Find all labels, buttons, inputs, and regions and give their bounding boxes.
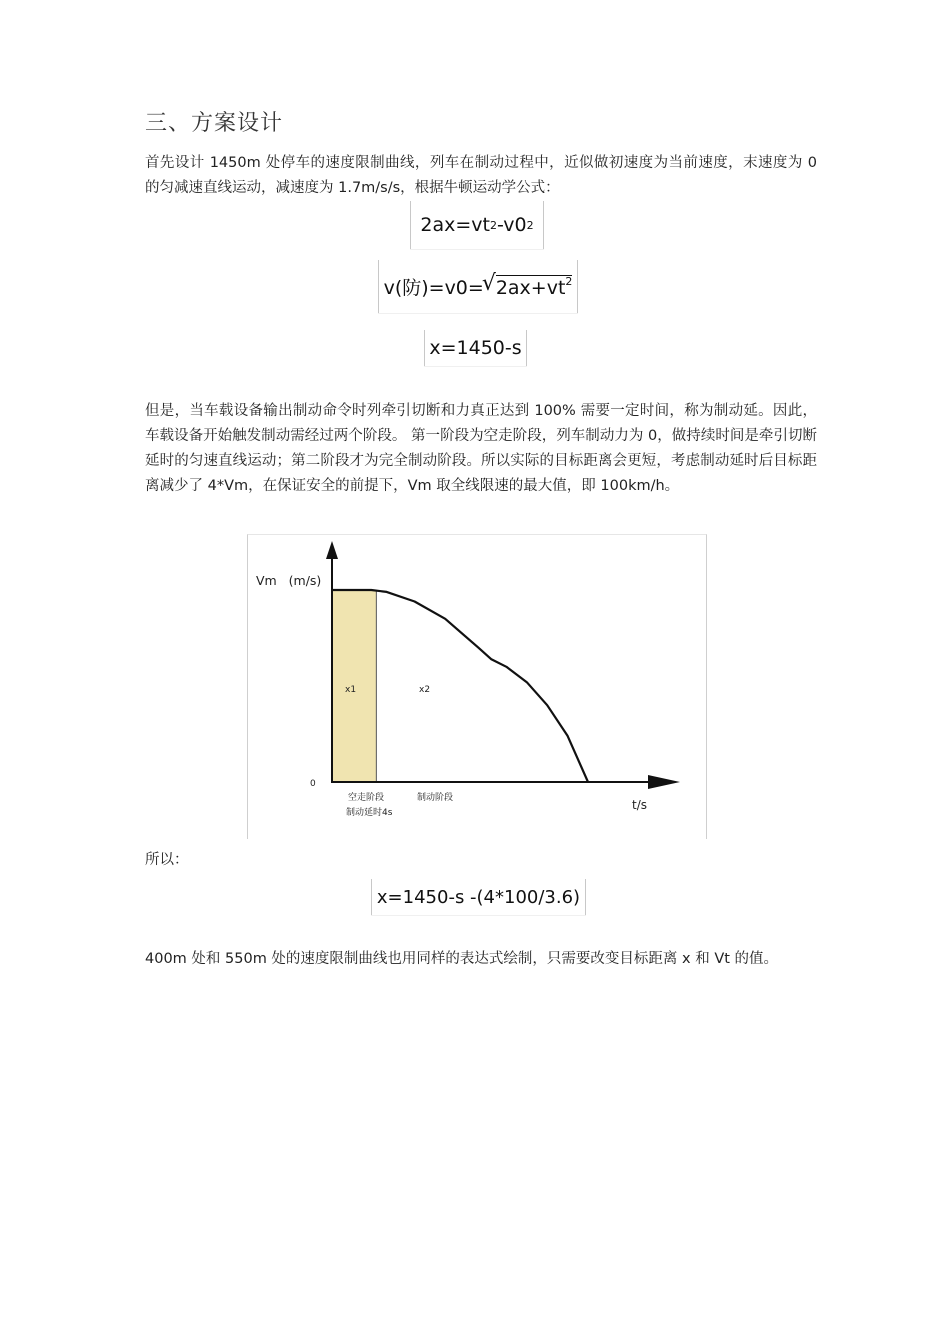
origin-label: 0	[310, 779, 316, 789]
paragraph-other-curves: 400m 处和 550m 处的速度限制曲线也用同样的表达式绘制，只需要改变目标距离 x 和 Vt 的值。	[145, 951, 779, 967]
paragraph-intro: 首先设计 1450m 处停车的速度限制曲线，列车在制动过程中，近似做初速度为当前速度，末速度为 0 的匀减速直线运动，减速度为 1.7m/s/s，根据牛顿运动学公式：	[145, 155, 817, 196]
formula-adjusted-distance: x=1450-s -(4*100/3.6)	[371, 879, 586, 915]
formula-protection-radicand: 2ax+vt	[495, 276, 566, 299]
region-label-x1: x1	[345, 685, 357, 695]
paragraph-therefore: 所以：	[145, 852, 189, 868]
formula-kinematics	[410, 201, 544, 249]
y-axis-label: Vm (m/s)	[256, 573, 322, 588]
paragraph-braking-delay: 但是，当车载设备输出制动命令时列牵引切断和力真正达到 100% 需要一定时间，称为制动延。因此，车载设备开始触发制动需经过两个阶段。 第一阶段为空走阶段，列车制动力为 0，做持续时间是牵引切断延时的匀速直线运动；第二阶段才为完全制动阶段。所以实际的目标距离会更短，考虑制动延时后目标距离减少了 4*Vm，在保证安全的前提下，Vm 取全线限速的最大值，即 100km/h。	[145, 403, 817, 494]
phase1-label: 空走阶段	[348, 793, 385, 803]
formula-protection-speed	[378, 260, 578, 313]
delay-label: 制动延时4s	[346, 808, 393, 818]
sqrt-sign	[484, 275, 573, 299]
formula-kinematics-sup2: 2	[526, 218, 534, 232]
section-heading: 三、方案设计	[145, 111, 284, 136]
speed-curve-chart	[247, 534, 707, 839]
formula-kinematics-mid: -v0	[496, 214, 527, 236]
formula-distance: x=1450-s	[424, 330, 527, 366]
formula-protection-sup: 2	[565, 274, 573, 288]
chart-svg	[248, 535, 706, 839]
y-axis-arrow	[326, 541, 338, 559]
x-axis-arrow	[648, 775, 680, 789]
region-label-x2: x2	[419, 685, 431, 695]
formula-kinematics-sup1: 2	[489, 218, 497, 232]
x-axis-label: t/s	[632, 798, 647, 812]
phase2-label: 制动阶段	[417, 793, 454, 803]
formula-protection-prefix: v(防)=v0=	[383, 277, 484, 299]
formula-kinematics-left: 2ax=vt	[420, 214, 490, 236]
